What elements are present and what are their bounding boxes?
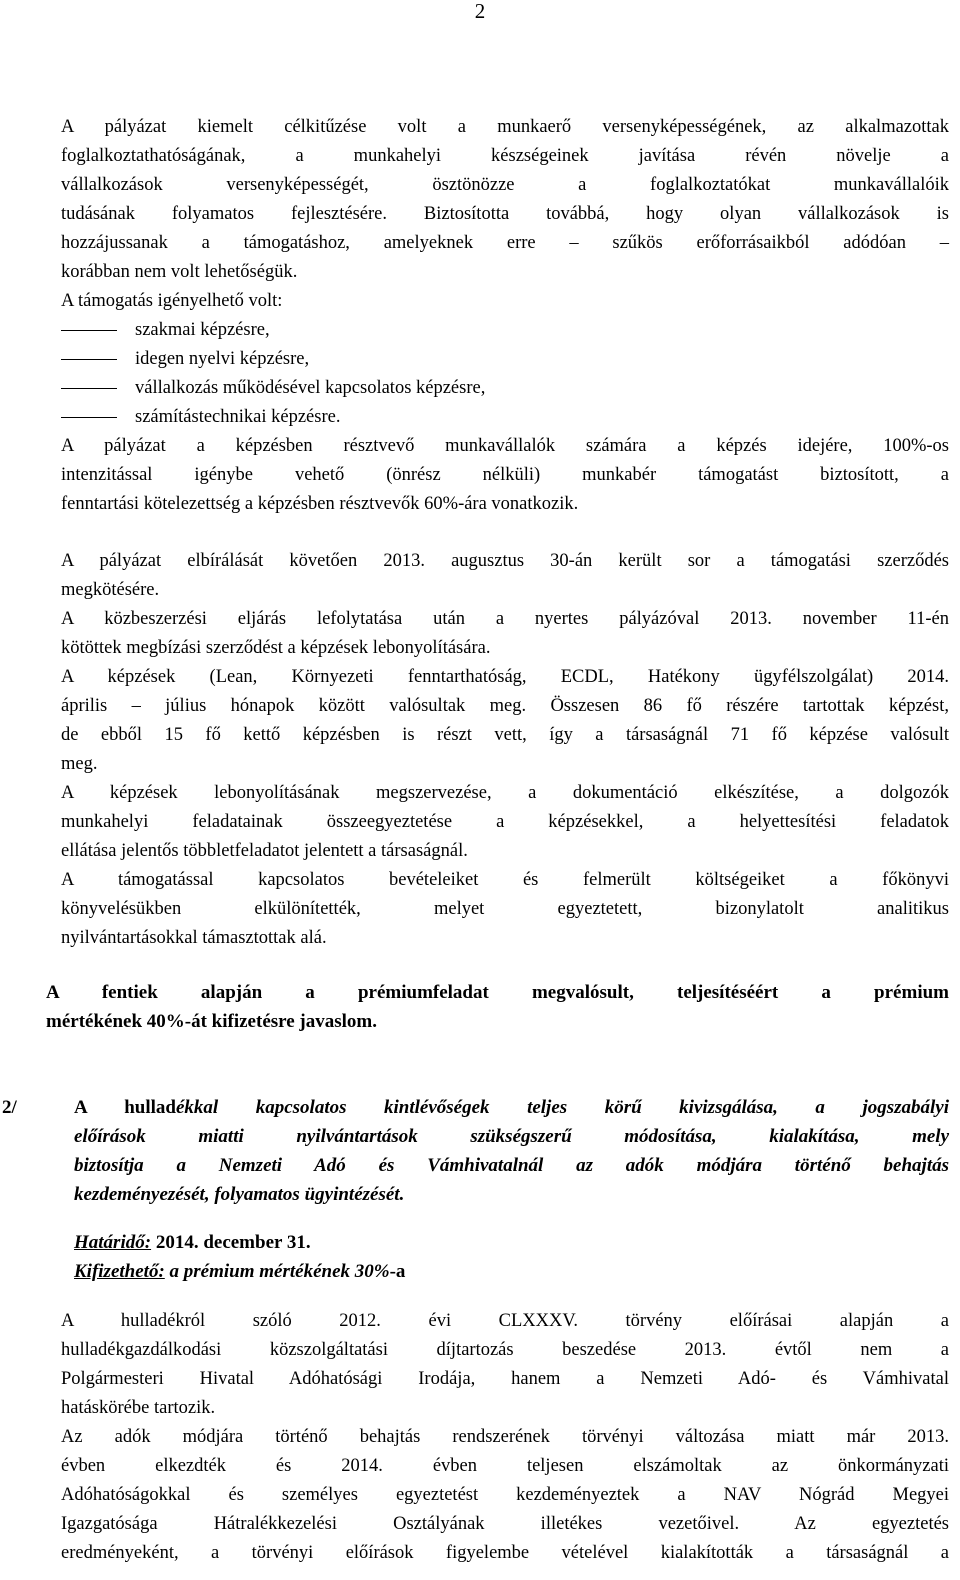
text-line: mértékének 40%-át kifizetésre javaslom. bbox=[46, 1011, 377, 1032]
text-line: Az adók módjára történő behajtás rendszerének törvényi változása miatt már 2013. bbox=[61, 1427, 949, 1447]
text-line: Adóhatóságokkal és személyes egyeztetést kezdeményeztek a NAV Nógrád Megyei bbox=[61, 1485, 949, 1505]
text-line: foglalkoztathatóságának, a munkahelyi készségeinek javítása révén növelje a bbox=[61, 146, 949, 166]
text-line: eredményeként, a törvényi előírások figyelembe vételével kialakították a társaságnál a bbox=[61, 1543, 949, 1563]
paragraph-implementation bbox=[61, 547, 949, 953]
text-line: munkahelyi feladatainak összeegyeztetése a képzésekkel, a helyettesítési feladatok bbox=[61, 812, 949, 832]
section-title-line: biztosítja a Nemzeti Adó és Vámhivatalnál az adók módjára történő behajtás bbox=[74, 1155, 949, 1176]
text-line: hulladékgazdálkodási közszolgáltatási díjtartozás beszedése 2013. évtől nem a bbox=[61, 1340, 949, 1360]
deadline bbox=[74, 1228, 949, 1257]
payable-suffix: -a bbox=[389, 1261, 406, 1282]
text-line: A képzések lebonyolításának megszervezése, a dokumentáció elkészítése, a dolgozók bbox=[61, 783, 949, 803]
text-line: A támogatással kapcsolatos bevételeiket és felmerült költségeiket a főkönyvi bbox=[61, 870, 949, 890]
text-line: A hulladékról szóló 2012. évi CLXXXV. törvény előírásai alapján a bbox=[61, 1311, 949, 1331]
text-line: A képzések (Lean, Környezeti fenntarthatóság, ECDL, Hatékony ügyfélszolgálat) 2014. bbox=[61, 667, 949, 687]
section-title-line: kezdeményezését, folyamatos ügyintézését. bbox=[74, 1184, 405, 1205]
text-line: fenntartási kötelezettség a képzésben résztvevők 60%-ára vonatkozik. bbox=[61, 494, 579, 514]
deadline-value: 2014. december 31. bbox=[151, 1232, 311, 1253]
payable bbox=[74, 1257, 949, 1286]
text-line: Polgármesteri Hivatal Adóhatósági Irodája, hanem a Nemzeti Adó- és Vámhivatal bbox=[61, 1369, 949, 1389]
text-line: vállalkozások versenyképességét, ösztönözze a foglalkoztatókat munkavállalóik bbox=[61, 175, 949, 195]
deadline-label: Határidő: bbox=[74, 1232, 152, 1253]
text-line: ellátása jelentős többletfeladatot jelentett a társaságnál. bbox=[61, 841, 468, 861]
text-line: nyilvántartásokkal támasztottak alá. bbox=[61, 928, 327, 948]
payable-label: Kifizethető: bbox=[74, 1261, 165, 1282]
text-line: tudásának folyamatos fejlesztésére. Biztosította továbbá, hogy olyan vállalkozások is bbox=[61, 204, 949, 224]
support-intro: A támogatás igényelhető volt: bbox=[61, 291, 283, 311]
support-list bbox=[61, 316, 949, 432]
list-item: számítástechnikai képzésre. bbox=[61, 403, 949, 432]
text-line: hozzájussanak a támogatáshoz, amelyeknek erre – szűkös erőforrásaikból adódóan – bbox=[61, 233, 949, 253]
summary-recommendation bbox=[46, 978, 949, 1036]
title-italic-part: ékkal kapcsolatos kintlévőségek teljes körű kivizsgálása, a jogszabályi bbox=[175, 1097, 949, 1118]
text-line: A közbeszerzési eljárás lefolytatása után a nyertes pályázóval 2013. november 11-én bbox=[61, 609, 949, 629]
paragraph-objectives bbox=[61, 113, 949, 519]
text-line: Igazgatósága Hátralékkezelési Osztályának illetékes vezetőivel. Az egyeztetés bbox=[61, 1514, 949, 1534]
text-line: kötöttek megbízási szerződést a képzések lebonyolítására. bbox=[61, 638, 491, 658]
text-line: A pályázat a képzésben résztvevő munkavállalók számára a képzés idejére, 100%-os bbox=[61, 436, 949, 456]
text-line: intenzitással igénybe vehető (önrész nélküli) munkabér támogatást biztosított, a bbox=[61, 465, 949, 485]
text-line: évben elkezdték és 2014. évben teljesen elszámoltak az önkormányzati bbox=[61, 1456, 949, 1476]
section-2 bbox=[74, 1093, 949, 1286]
text-line: A pályázat elbírálását követően 2013. augusztus 30-án került sor a támogatási szerződés bbox=[61, 551, 949, 571]
text-line: hatáskörébe tartozik. bbox=[61, 1398, 216, 1418]
text-line: A pályázat kiemelt célkitűzése volt a munkaerő versenyképességének, az alkalmazottak bbox=[61, 117, 949, 137]
text-line: A fentiek alapján a prémiumfeladat megvalósult, teljesítéséért a prémium bbox=[46, 982, 949, 1003]
text-line: korábban nem volt lehetőségük. bbox=[61, 262, 298, 282]
list-item: vállalkozás működésével kapcsolatos képzésre, bbox=[61, 374, 949, 403]
list-item: idegen nyelvi képzésre, bbox=[61, 345, 949, 374]
payable-value: a prémium mértékének 30% bbox=[164, 1261, 390, 1282]
section-number: 2/ bbox=[2, 1097, 17, 1118]
text-line: meg. bbox=[61, 754, 98, 774]
section-title-line: előírások miatti nyilvántartások szükségszerű módosítása, kialakítása, mely bbox=[74, 1126, 949, 1147]
text-line: de ebből 15 fő kettő képzésben is részt vett, így a társaságnál 71 fő képzése valósult bbox=[61, 725, 949, 745]
text-line: könyvelésükben elkülönítették, melyet egyeztetett, bizonylatolt analitikus bbox=[61, 899, 949, 919]
section-title-line bbox=[74, 1093, 949, 1122]
title-bold-part: A hullad bbox=[74, 1097, 176, 1118]
paragraph-waste-collection bbox=[61, 1307, 949, 1568]
page-number: 2 bbox=[474, 0, 486, 23]
text-line: megkötésére. bbox=[61, 580, 160, 600]
list-item: szakmai képzésre, bbox=[61, 316, 949, 345]
text-line: április – július hónapok között valósultak meg. Összesen 86 fő részére tartottak képzést, bbox=[61, 696, 949, 716]
